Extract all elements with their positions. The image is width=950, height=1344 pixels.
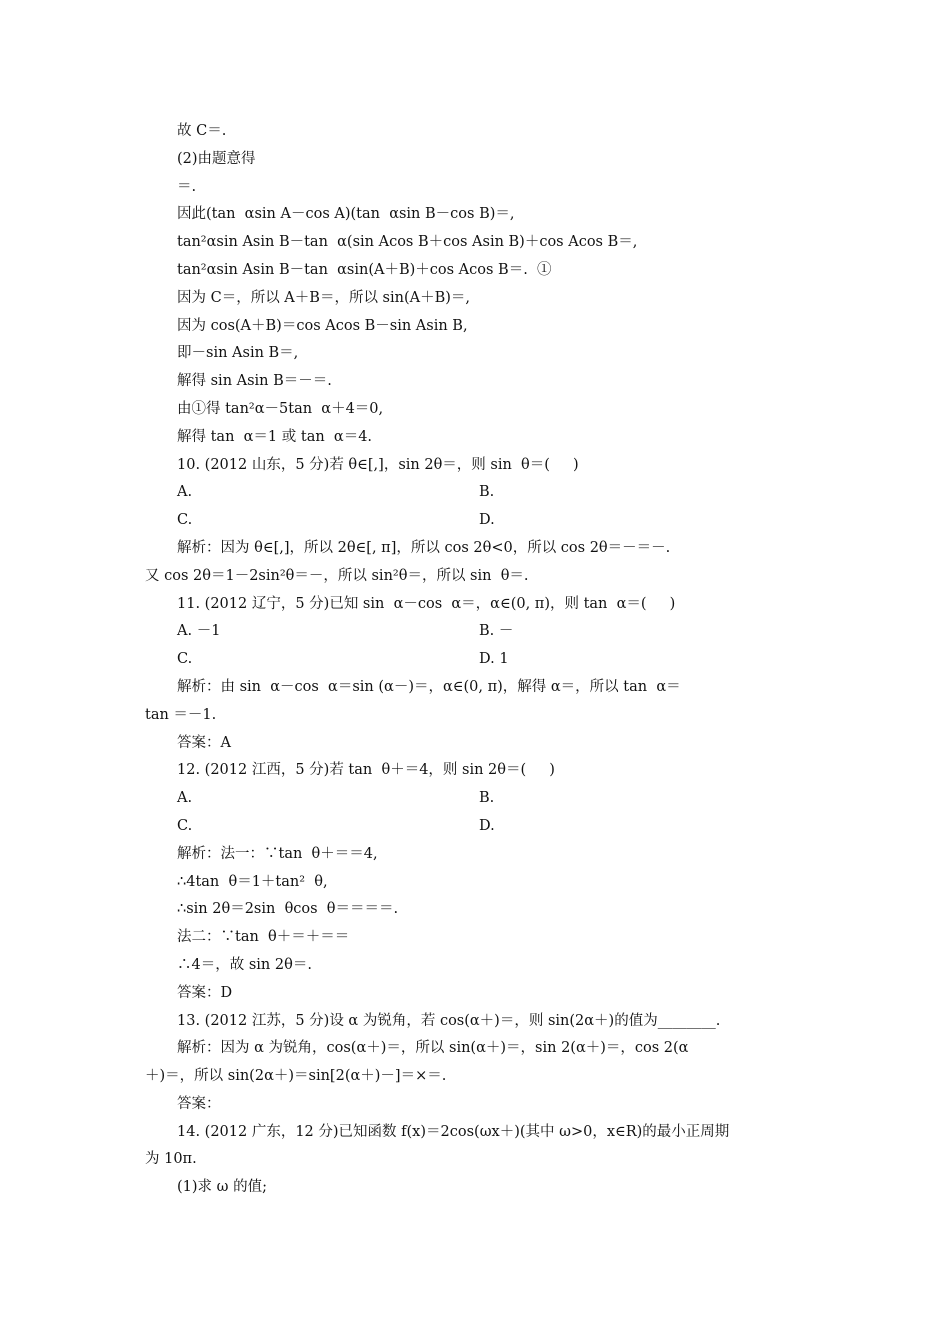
text-line: ∴sin 2θ＝2sin θcos θ＝＝＝＝.: [177, 901, 399, 918]
option-b: B. －: [479, 623, 514, 640]
option-c: C.: [177, 512, 193, 529]
question-10: 10. (2012 山东，5 分)若 θ∈[,]，sin 2θ＝，则 sin θ＝( ): [177, 456, 579, 473]
answer-line: 答案：A: [177, 734, 231, 751]
text-line: 法二：∵tan θ＋＝＋＝＝: [177, 929, 350, 946]
option-c: C.: [177, 817, 193, 834]
text-line: 解析：因为 θ∈[,]，所以 2θ∈[, π]，所以 cos 2θ<0，所以 cos 2θ＝－＝－.: [177, 539, 671, 556]
text-line: tan²αsin Asin B－tan αsin(A＋B)＋cos Acos B＝. ①: [177, 261, 552, 278]
question-11: 11. (2012 辽宁，5 分)已知 sin α－cos α＝，α∈(0, π)，则 tan α＝( ): [177, 595, 676, 612]
options-row: [145, 479, 810, 507]
option-a: A. －1: [177, 623, 221, 640]
text-line: 故 C＝.: [177, 123, 227, 139]
text-line: ∴4tan θ＝1＋tan² θ,: [177, 873, 328, 890]
text-line: 解析：法一：∵tan θ＋＝＝4,: [177, 845, 378, 862]
text-line: 解析：由 sin α－cos α＝sin (α－)＝，α∈(0, π)，解得 α＝，所以 tan α＝: [177, 678, 681, 695]
option-c: C.: [177, 651, 193, 668]
text-line: tan ＝－1.: [145, 706, 217, 723]
option-d: D.: [479, 817, 495, 834]
options-row: [145, 618, 810, 646]
text-line: 解得 tan α＝1 或 tan α＝4.: [177, 428, 373, 445]
question-12: 12. (2012 江西，5 分)若 tan θ＋＝4，则 sin 2θ＝( ): [177, 762, 555, 779]
text-line: (1)求 ω 的值;: [177, 1179, 267, 1196]
option-b: B.: [479, 484, 495, 501]
text-line: ∴4＝，故 sin 2θ＝.: [177, 956, 312, 973]
text-line: 又 cos 2θ＝1－2sin²θ＝－，所以 sin²θ＝，所以 sin θ＝.: [145, 567, 529, 584]
options-row: [145, 507, 810, 535]
text-line: 即－sin Asin B＝,: [177, 345, 299, 362]
text-line: 解得 sin Asin B＝－＝.: [177, 373, 332, 390]
options-row: [145, 785, 810, 813]
option-a: A.: [177, 790, 193, 807]
text-line: 因为 cos(A＋B)＝cos Acos B－sin Asin B,: [177, 317, 468, 334]
text-line: 由①得 tan²α－5tan α＋4＝0,: [177, 400, 384, 417]
solution-text: [145, 118, 810, 1202]
question-13: 13. (2012 江苏，5 分)设 α 为锐角，若 cos(α＋)＝，则 sin(2α＋)的值为________.: [177, 1012, 721, 1029]
question-14: 14. (2012 广东，12 分)已知函数 f(x)＝2cos(ωx＋)(其中 ω>0，x∈R)的最小正周期: [177, 1123, 730, 1140]
options-row: [145, 646, 810, 674]
options-row: [145, 813, 810, 841]
text-line: tan²αsin Asin B－tan α(sin Acos B＋cos Asin B)＋cos Acos B＝,: [177, 234, 638, 251]
text-line: 因此(tan αsin A－cos A)(tan αsin B－cos B)＝,: [177, 206, 515, 223]
text-line: ＋)＝，所以 sin(2α＋)＝sin[2(α＋)－]＝×＝.: [145, 1068, 447, 1085]
text-line: 解析：因为 α 为锐角，cos(α＋)＝，所以 sin(α＋)＝，sin 2(α＋)＝，cos 2(α: [177, 1040, 689, 1057]
answer-line: 答案：D: [177, 984, 233, 1001]
option-b: B.: [479, 790, 495, 807]
text-line: (2)由题意得: [177, 150, 256, 167]
text-line: 因为 C＝，所以 A＋B＝，所以 sin(A＋B)＝,: [177, 289, 471, 306]
option-d: D.: [479, 512, 495, 529]
text-line: ＝.: [177, 178, 197, 195]
answer-line: 答案：: [177, 1095, 221, 1112]
text-line: 为 10π.: [145, 1151, 197, 1168]
option-a: A.: [177, 484, 193, 501]
option-d: D. 1: [479, 651, 509, 668]
